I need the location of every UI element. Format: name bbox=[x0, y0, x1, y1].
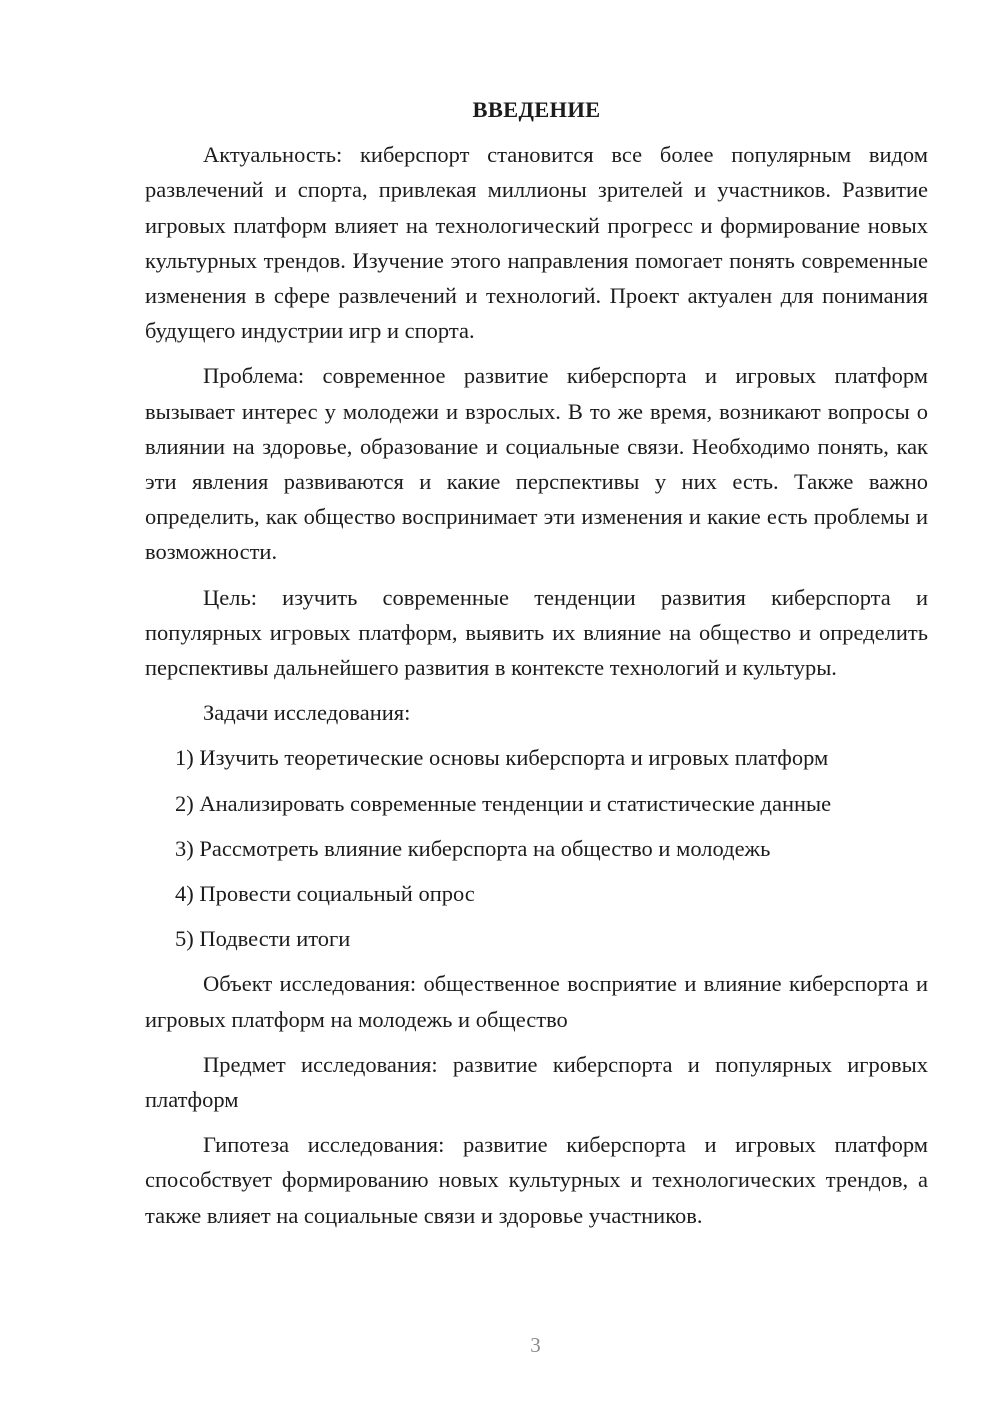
task-item: 1) Изучить теоретические основы киберспорта и игровых платформ bbox=[175, 745, 829, 771]
paragraph-hypothesis: Гипотеза исследования: развитие киберспорта и игровых платформ способствует формированию новых культурных и технологических трендов, а также влияет на социальные связи и здоровье участников. bbox=[145, 1132, 928, 1228]
tasks-list bbox=[145, 740, 928, 956]
task-item: 2) Анализировать современные тенденции и статистические данные bbox=[175, 790, 832, 816]
paragraph-object: Объект исследования: общественное восприятие и влияние киберспорта и игровых платформ на молодежь и общество bbox=[145, 971, 928, 1032]
paragraph-subject: Предмет исследования: развитие киберспорта и популярных игровых платформ bbox=[145, 1051, 928, 1113]
task-item: 5) Подвести итоги bbox=[175, 926, 351, 952]
page-number: 3 bbox=[530, 1333, 541, 1357]
paragraph-problem: Проблема: современное развитие киберспорта и игровых платформ вызывает интерес у молодежи и взрослых. В то же время, возникают вопросы о влиянии на здоровье, образование и социальные связи. Необходимо понять, как эти явления развиваются и какие перспективы у них есть. Также важно определить, как общество воспринимает эти изменения и какие есть проблемы и возможности. bbox=[145, 363, 928, 565]
tasks-heading: Задачи исследования: bbox=[203, 700, 411, 726]
section-title: ВВЕДЕНИЕ bbox=[472, 97, 601, 122]
paragraph-goal: Цель: изучить современные тенденции развития киберспорта и популярных игровых платформ, выявить их влияние на общество и определить перспективы дальнейшего развития в контексте технологий и культуры. bbox=[145, 584, 928, 681]
task-item: 4) Провести социальный опрос bbox=[175, 881, 475, 907]
task-item: 3) Рассмотреть влияние киберспорта на общество и молодежь bbox=[175, 835, 771, 861]
document-page bbox=[145, 92, 928, 1243]
paragraph-relevance: Актуальность: киберспорт становится все более популярным видом развлечений и спорта, привлекая миллионы зрителей и участников. Развитие игровых платформ влияет на технологический прогресс и формирование новых культурных трендов. Изучение этого направления помогает понять современные изменения в сфере развлечений и технологий. Проект актуален для понимания будущего индустрии игр и спорта. bbox=[145, 142, 928, 344]
